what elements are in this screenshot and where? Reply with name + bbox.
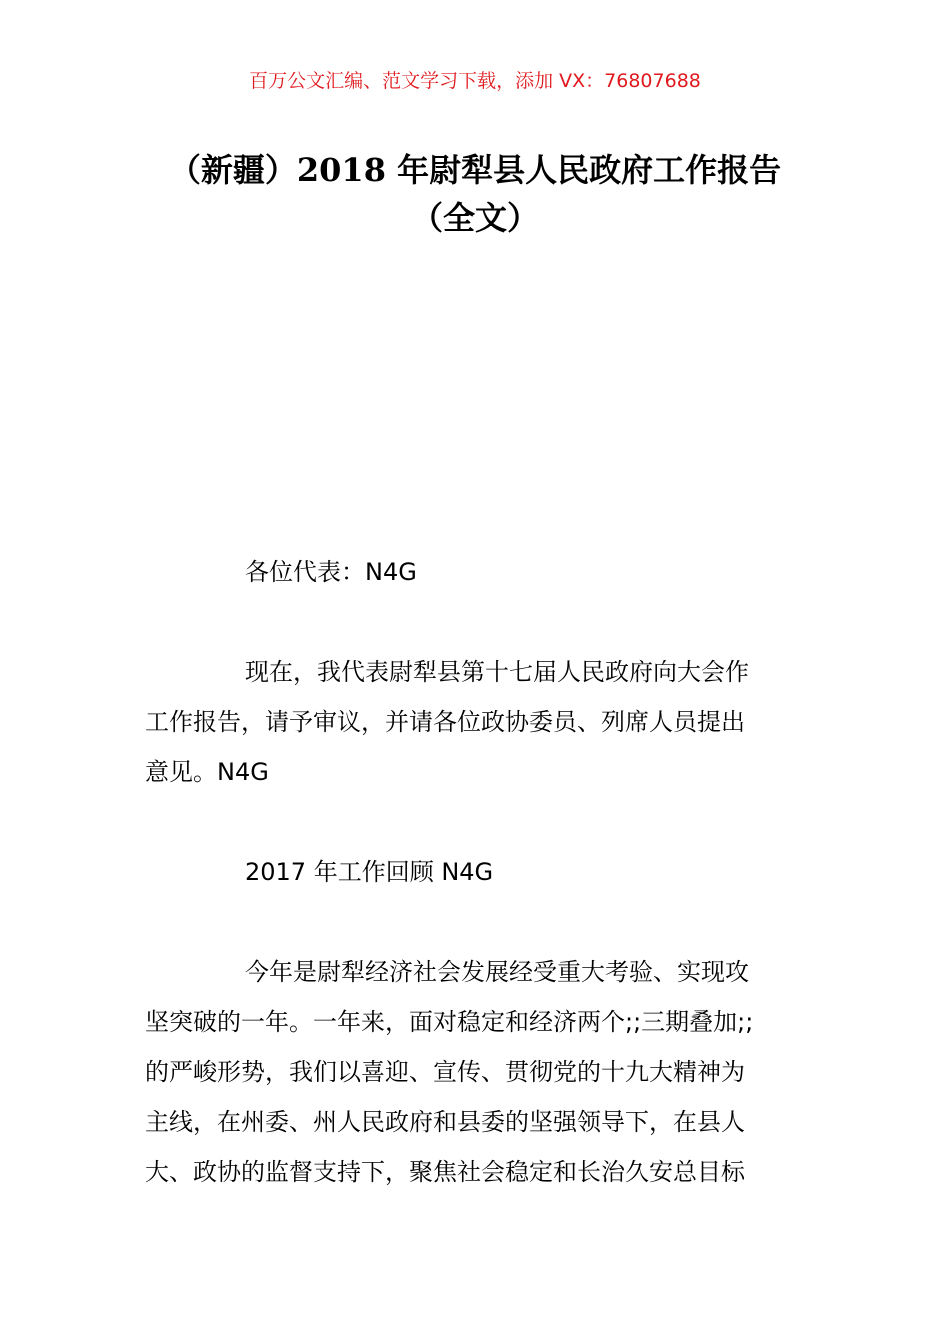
review-paragraph <box>145 947 807 1197</box>
title-line-2: （全文） <box>410 199 539 237</box>
review-line: 的严峻形势，我们以喜迎、宣传、贯彻党的十九大精神为 <box>145 1058 745 1086</box>
review-line: 主线，在州委、州人民政府和县委的坚强领导下，在县人 <box>145 1108 745 1136</box>
title-line-1: （新疆）2018 年尉犁县人民政府工作报告 <box>168 151 782 189</box>
section-heading: 2017 年工作回顾 N4G <box>245 858 494 886</box>
document-title <box>100 146 850 242</box>
intro-paragraph <box>145 647 807 797</box>
intro-line: 现在，我代表尉犁县第十七届人民政府向大会作 <box>245 658 749 686</box>
header-watermark-note: 百万公文汇编、范文学习下载，添加 VX：76807688 <box>249 70 701 92</box>
review-line: 坚突破的一年。一年来，面对稳定和经济两个;;三期叠加;; <box>145 1008 754 1036</box>
intro-line: 工作报告，请予审议，并请各位政协委员、列席人员提出 <box>145 708 745 736</box>
review-line: 大、政协的监督支持下，聚焦社会稳定和长治久安总目标 <box>145 1158 745 1186</box>
review-line: 今年是尉犁经济社会发展经受重大考验、实现攻 <box>245 958 749 986</box>
intro-line: 意见。N4G <box>145 758 269 786</box>
greeting-paragraph: 各位代表：N4G <box>245 558 417 586</box>
